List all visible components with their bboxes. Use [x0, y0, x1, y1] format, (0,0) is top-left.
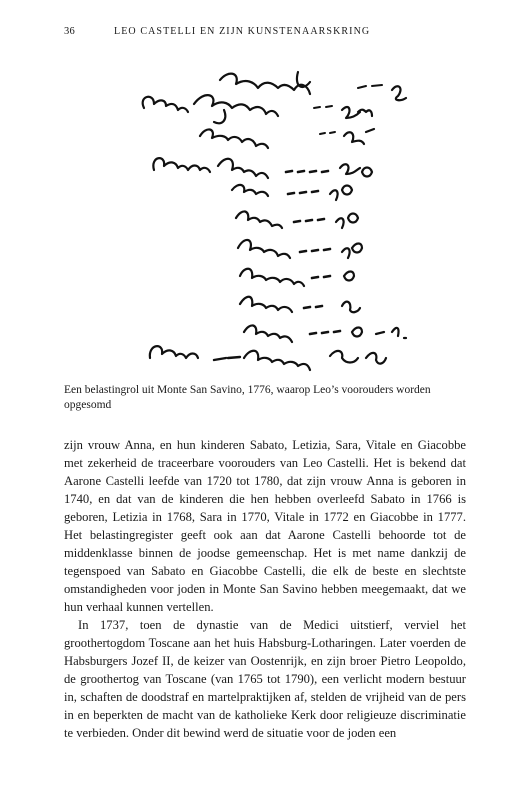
running-head: LEO CASTELLI EN ZIJN KUNSTENAARSKRING	[114, 26, 371, 37]
handwritten-tax-roll-illustration	[140, 62, 440, 372]
paragraph: zijn vrouw Anna, en hun kinderen Sabato, Letizia, Sara, Vitale en Giacobbe met zekerheid de traceerbare voorouders van Leo Castelli. Het is bekend dat Aarone Castelli leefde van 1720 tot 1780, dat zijn vrouw Anna is geboren in 1740, en dat van de kinderen die hen hebben overleefd Sabato in 1766 is geboren, Letizia in 1768, Sara in 1770, Vitale in 1772 en Giacobbe in 1777. Het belastingregister geeft ook aan dat Aarone Castelli behoorde tot de middenklasse binnen de joodse gemeenschap. Het is met name dankzij de tegenspoed van Sabato en Giacobbe Castelli, die elk de beste en slechtste omstandigheden voor joden in Monte San Savino hebben meegemaakt, dat we hun verhaal kunnen vertellen.	[64, 438, 466, 614]
manuscript-image	[140, 62, 440, 372]
page-number: 36	[64, 26, 76, 37]
paragraph: In 1737, toen de dynastie van de Medici uitstierf, verviel het groothertogdom Toscane aan het huis Habsburg-Lotharingen. Later voerden de Habsburgers Jozef II, de keizer van Oostenrijk, en zijn broer Pietro Leopoldo, de groothertog van Toscane (van 1765 tot 1790), een verlicht modern bestuur in, schaften de doodstraf en martelpraktijken af, stelden de vrijheid van de pers in en beperkten de macht van de katholieke Kerk door religieuze discriminatie te verbieden. Onder dit bewind werd de situatie voor de joden een	[64, 618, 466, 740]
body-text	[64, 436, 466, 742]
figure-caption: Een belastingrol uit Monte San Savino, 1776, waarop Leo’s voorouders worden opgesomd	[64, 384, 431, 411]
